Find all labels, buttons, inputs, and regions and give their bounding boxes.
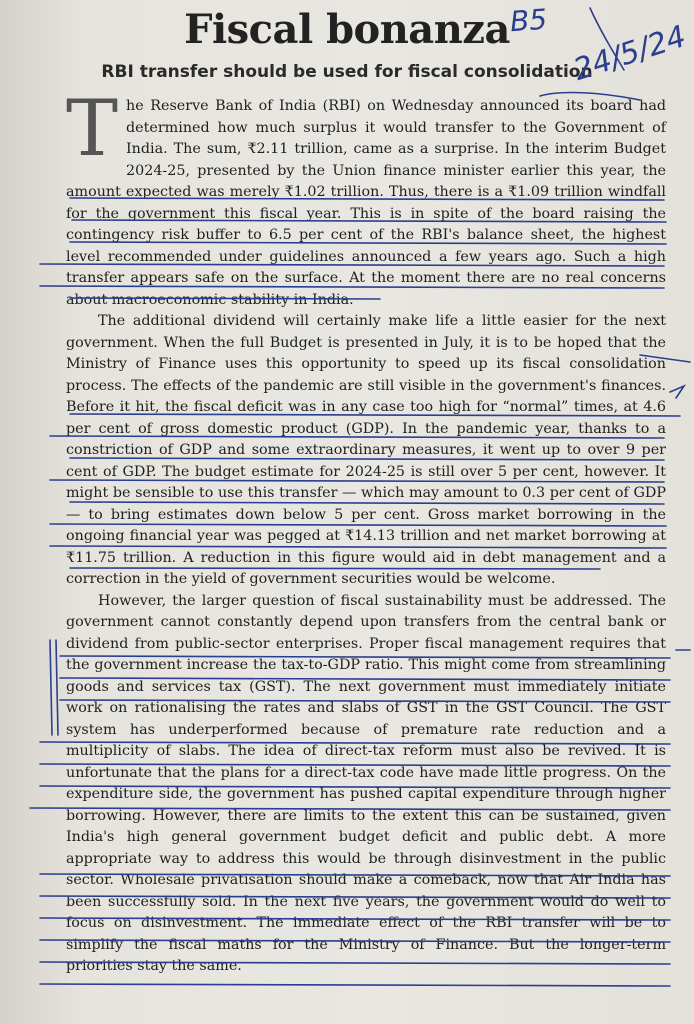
handwritten-date: 24/5/24 [569,18,691,89]
pen-underline [40,984,670,986]
paragraph-2: The additional dividend will certainly make life a little easier for the next government. When the full Budget is presented in July, it is to be hoped that the Ministry of Finance uses this opportunity to speed up its fiscal consolidation process. The effects of the pandemic are still visible in the government's finances. Before it hit, the fiscal deficit was in any case too high for “normal” times, at 4.6 per cent of gross domestic product (GDP). In the pandemic year, thanks to a constriction of GDP and some extraordinary measures, it went up to over 9 per cent of GDP. The budget estimate for 2024-25 is still over 5 per cent, however. It might be sensible to use this transfer — which may amount to 0.3 per cent of GDP — to bring estimates down below 5 per cent. Gross market borrowing in the ongoing financial year was pegged at ₹14.13 trillion and net market borrowing at ₹11.75 trillion. A reduction in this figure would aid in debt management and a correction in the yield of government securities would be welcome. [66,313,666,587]
article-body [66,84,666,978]
paragraph-1-text: he Reserve Bank of India (RBI) on Wednesday announced its board had determined how much surplus it would transfer to the Government of India. The sum, ₹2.11 trillion, came as a surprise. In the interim Budget 2024-25, presented by the Union finance minister earlier this year, the amount expected was merely ₹1.02 trillion. Thus, there is a ₹1.09 trillion windfall for the government this fiscal year. This is in spite of the board raising the contingency risk buffer to 6.5 per cent of the RBI's balance sheet, the highest level recommended under guidelines announced a few years ago. Such a high transfer appears safe on the surface. At the moment there are no real concerns about macroeconomic stability in India. [66,98,666,308]
handwritten-label: B5 [508,2,549,39]
paragraph-1 [66,84,666,311]
pen-arrow [670,386,684,398]
drop-cap: T [66,84,119,174]
headline: Fiscal bonanza [184,6,510,53]
subheadline: RBI transfer should be used for fiscal consolidation [101,62,593,82]
pen-margin-bar [56,640,58,735]
pen-margin-bar [50,640,52,735]
paragraph-3: However, the larger question of fiscal sustainability must be addressed. The government cannot constantly depend upon transfers from the central bank or dividend from public-sector enterprises. Proper fiscal management requires that the government increase the tax-to-GDP ratio. This might come from streamlining goods and services tax (GST). The next government must immediately initiate work on rationalising the rates and slabs of GST in the GST Council. The GST system has underperformed because of premature rate reduction and a multiplicity of slabs. The idea of direct-tax reform must also be revived. It is unfortunate that the plans for a direct-tax code have made little progress. On the expenditure side, the government has pushed capital expenditure through higher borrowing. However, there are limits to the extent this can be sustained, given India's high general government budget deficit and public debt. A more appropriate way to address this would be through disinvestment in the public sector. Wholesale privatisation should make a comeback, now that Air India has been successfully sold. In the next five years, the government would do well to focus on disinvestment. The immediate effect of the RBI transfer will be to simplify the fiscal maths for the Ministry of Finance. But the longer-term priorities stay the same. [66,592,666,974]
